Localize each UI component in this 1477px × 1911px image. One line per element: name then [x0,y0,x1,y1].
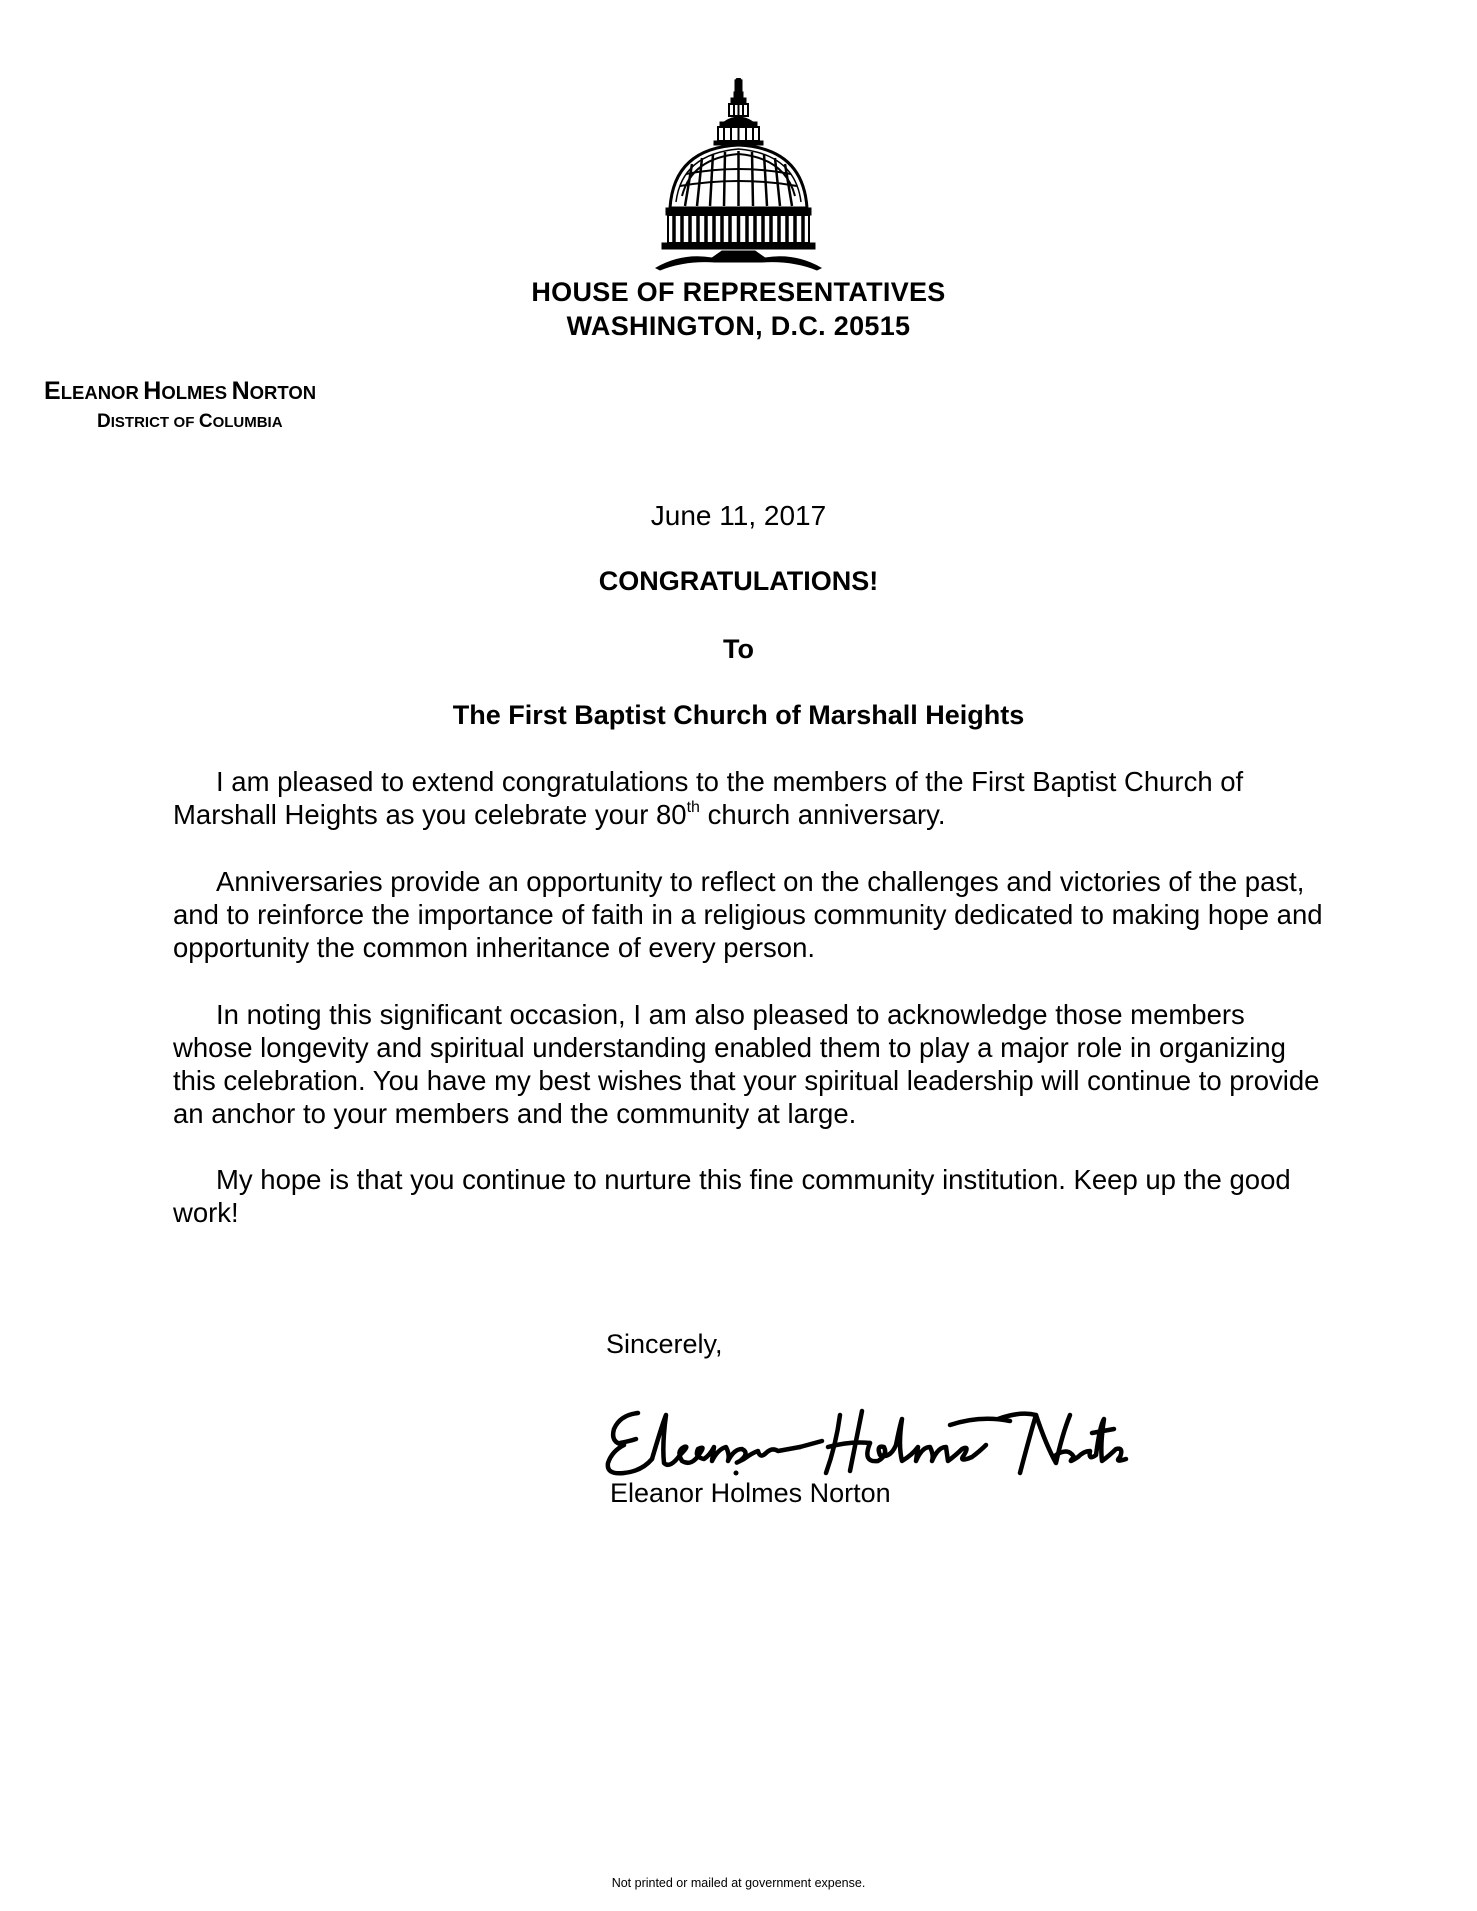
paragraph-2 [173,865,1323,964]
letter-closing: Sincerely, [606,1329,723,1359]
district-part: OF [173,414,195,431]
paragraph-2-text: Anniversaries provide an opportunity to reflect on the challenges and victories of the past, and to reinforce the importance of faith in a religious community dedicated to making hope and opportunity the common inheritance of every person. [173,866,1323,963]
name-part: ORTON [249,382,317,403]
letterhead-line-2: WASHINGTON, D.C. 20515 [566,311,911,341]
name-initial: N [231,377,250,405]
paragraph-1 [173,765,1323,831]
paragraph-4 [173,1163,1323,1229]
name-part: LEANOR [60,382,139,403]
signer-name: Eleanor Holmes Norton [610,1478,891,1508]
paragraph-1-text-end: church anniversary. [699,799,946,830]
paragraph-4-text: My hope is that you continue to nurture this fine community institution. Keep up the good work! [173,1164,1291,1228]
letter-recipient: The First Baptist Church of Marshall Heights [452,700,1025,730]
name-initial: E [44,377,61,405]
signature [600,1385,1135,1480]
footer-note: Not printed or mailed at government expense. [611,1876,866,1890]
letter-to: To [723,634,754,664]
letter-heading: CONGRATULATIONS! [598,566,879,596]
district-initial: C [198,411,213,432]
district-initial: D [97,411,111,432]
representative-district [97,411,283,433]
representative-name [44,377,316,406]
paragraph-3 [173,998,1323,1130]
letter-date: June 11, 2017 [650,500,827,531]
district-part: OLUMBIA [212,414,283,431]
name-initial: H [143,377,162,405]
ordinal-suffix: th [686,799,700,816]
district-part: ISTRICT [110,414,170,431]
capitol-dome-icon [652,78,827,273]
paragraph-1-text: I am pleased to extend congratulations to the members of the First Baptist Church of Marshall Heights as you celebrate your 80 [173,766,1244,830]
name-part: OLMES [161,382,228,403]
paragraph-3-text: In noting this significant occasion, I am also pleased to acknowledge those members whose longevity and spiritual understanding enabled them to play a major role in organizing this celebration. You have my best wishes that your spiritual leadership will continue to provide an anchor to your members and the community at large. [173,999,1320,1129]
letterhead-line-1: HOUSE OF REPRESENTATIVES [531,277,946,307]
